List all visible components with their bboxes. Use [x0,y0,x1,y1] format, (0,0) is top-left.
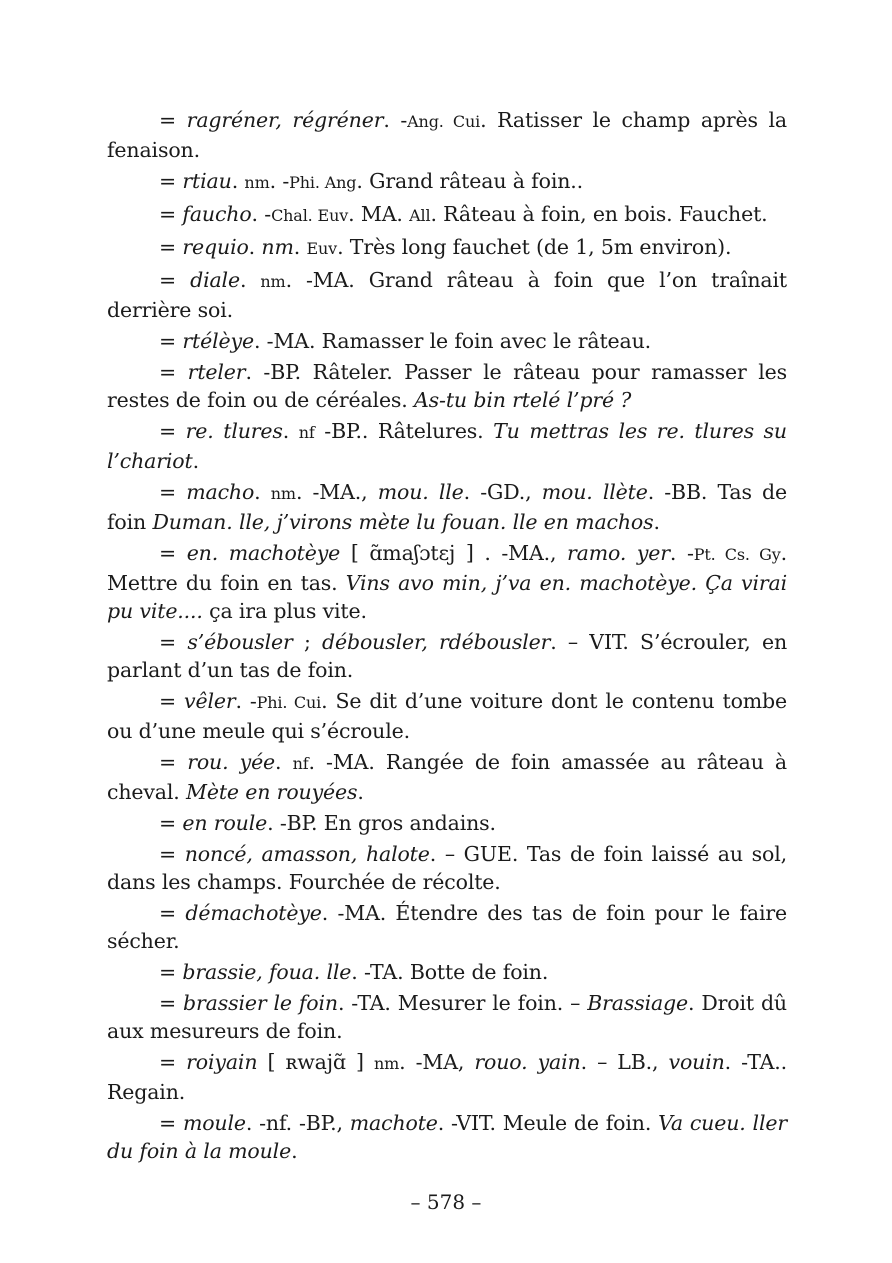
entry-italic-run: vêler [184,689,236,713]
entry-text-run: = [159,268,191,292]
entry-text-run: . Mettre du foin en tas. [107,541,787,595]
entry-italic-run: noncé, amasson, halote [184,842,430,866]
dictionary-entry [107,958,787,986]
entry-text-run: . - [669,541,694,565]
entry-italic-run: ramo. yer [567,541,670,565]
entry-text-run: = [159,235,183,259]
entry-italic-run: s’ébousler [187,630,293,654]
entry-italic-run: ragréner, régréner [186,108,384,132]
entry-text-run: = [159,202,183,226]
entry-text-run: = [159,842,185,866]
entry-text-run: . -GD., [463,480,542,504]
entry-text-run: . -MA., [295,480,378,504]
entry-abbrev-run: All [409,206,431,225]
entry-italic-run: Brassiage [587,991,688,1015]
entry-text-run: [ ʀwajɑ̃ ] [257,1050,374,1074]
entry-text-run: = [159,1111,183,1135]
dictionary-entry [107,200,787,230]
dictionary-entry [107,327,787,355]
dictionary-entry [107,628,787,684]
entry-text-run: = [159,901,186,925]
entry-abbrev-run: nm [270,484,296,503]
entry-abbrev-run: nf [292,754,309,773]
entry-italic-run: en roule [182,811,268,835]
entry-text-run: . Ratisser le champ après la fenaison. [107,108,787,162]
dictionary-entry [107,989,787,1045]
entry-text-run: -BP.. Râtelures. [314,419,494,443]
entry-italic-run: vouin [668,1050,725,1074]
entry-text-run: . -TA.. Regain. [107,1050,787,1104]
page-number: – 578 – [410,1190,482,1214]
entry-abbrev-run: Pt. Cs. Gy [693,545,781,564]
entry-text-run: = [159,360,188,384]
entry-italic-run: moule [182,1111,246,1135]
entry-text-run: . [282,419,299,443]
entry-italic-run: débousler, rdébousler [322,630,551,654]
entry-text-run: . - [251,202,272,226]
entry-text-run: . [293,235,307,259]
entry-text-run: = [159,991,184,1015]
entry-text-run: . [192,449,199,473]
entry-abbrev-run: Chal. Euv [271,206,349,225]
entry-text-run: = [159,811,183,835]
entry-italic-run: Va cueu. ller du foin à la moule [107,1111,787,1163]
entry-italic-run: roiyain [186,1050,258,1074]
entry-text-run: . [248,235,262,259]
entry-text-run: . -MA. Rangée de foin amassée au râteau à cheval. [107,750,787,804]
entry-italic-run: re. tlures [185,419,283,443]
entry-text-run: = [159,1050,187,1074]
dictionary-entry [107,478,787,536]
dictionary-entry [107,1109,787,1165]
entry-text-run: . Râteau à foin, en bois. Fauchet. [430,202,768,226]
entry-italic-run: rtélèye [182,329,254,353]
entry-text-run: = [159,480,187,504]
dictionary-page-body [107,106,787,1168]
entry-italic-run: faucho [182,202,252,226]
entry-text-run: . – LB., [580,1050,669,1074]
entry-italic-run: machote [349,1111,438,1135]
entry-text-run: . - [269,169,290,193]
entry-text-run: = [159,630,188,654]
entry-italic-run: Tu mettras les re. tlures su l’chariot [107,419,787,473]
entry-text-run: = [159,419,186,443]
entry-text-run: . [254,480,271,504]
entry-text-run: = [159,750,188,774]
entry-abbrev-run: Phi. Cui [256,693,322,712]
entry-text-run: = [159,108,187,132]
dictionary-entry [107,233,787,263]
dictionary-entry [107,840,787,896]
entry-italic-run: As-tu bin rtelé l’pré ? [414,388,632,412]
entry-text-run: . -TA. Botte de foin. [351,960,549,984]
entry-text-run: . - [383,108,408,132]
entry-text-run: . -MA. Étendre des tas de foin pour le faire sécher. [107,901,787,953]
dictionary-entry [107,748,787,806]
dictionary-entry [107,1048,787,1106]
entry-text-run: [ ɑ̃maʃɔtɛj ] . -MA., [340,541,567,565]
entry-text-run: . MA. [348,202,410,226]
entry-italic-run: mou. lle [377,480,464,504]
entry-text-run: ; [292,630,323,654]
entry-text-run: . [231,169,245,193]
entry-text-run: = [159,960,183,984]
entry-italic-run: rou. yée [187,750,276,774]
entry-text-run: . [357,780,364,804]
dictionary-entry [107,899,787,955]
entry-italic-run: démachotèye [185,901,322,925]
entry-text-run: . -BB. Tas de foin [107,480,787,534]
entry-text-run: = [159,689,185,713]
entry-italic-run: Duman. lle, j’virons mète lu fouan. lle en machos [152,510,654,534]
entry-abbrev-run: nm [260,272,286,291]
entry-italic-run: en. machotèye [186,541,341,565]
entry-italic-run: diale [190,268,240,292]
entry-italic-run: Vins avo min, j’va en. machotèye. Ça virai pu vite.... [107,571,787,623]
entry-text-run: . [291,1139,298,1163]
entry-italic-run: nm [261,235,294,259]
entry-text-run: . Grand râteau à foin.. [356,169,584,193]
entry-text-run: . Se dit d’une voiture dont le contenu tombe ou d’une meule qui s’écroule. [107,689,788,743]
entry-text-run: . -BP. Râteler. Passer le râteau pour ramasser les restes de foin ou de céréales. [107,360,787,412]
entry-abbrev-run: nm [244,173,270,192]
entry-text-run: . – GUE. Tas de foin laissé au sol, dans les champs. Fourchée de récolte. [107,842,787,894]
entry-text-run: . -VIT. Meule de foin. [437,1111,659,1135]
entry-text-run: = [159,541,187,565]
dictionary-entry [107,809,787,837]
entry-text-run: . [653,510,660,534]
entry-text-run: . -BP. En gros andains. [267,811,496,835]
dictionary-entry [107,106,787,164]
entry-italic-run: mou. llète [541,480,648,504]
entry-italic-run: requio [182,235,249,259]
entry-text-run: . -MA. Ramasser le foin avec le râteau. [253,329,652,353]
entry-abbrev-run: Ang. Cui [407,112,481,131]
entry-italic-run: macho [186,480,255,504]
entry-italic-run: Mète en rouyées [186,780,358,804]
entry-list [107,106,787,1165]
entry-abbrev-run: nm [373,1054,400,1073]
dictionary-entry [107,687,787,745]
entry-text-run: . Très long fauchet (de 1, 5m environ). [337,235,732,259]
entry-abbrev-run: nf [298,423,315,442]
dictionary-entry [107,417,787,475]
entry-abbrev-run: Phi. Ang [289,173,357,192]
entry-text-run: = [159,329,183,353]
dictionary-entry [107,167,787,197]
entry-text-run: . – VIT. S’écrouler, en parlant d’un tas de foin. [107,630,787,682]
entry-text-run: ça ira plus vite. [202,599,367,623]
entry-text-run: . Droit dû aux mesureurs de foin. [107,991,787,1043]
dictionary-entry [107,539,787,625]
entry-abbrev-run: Euv [306,239,338,258]
entry-text-run: . -TA. Mesurer le foin. – [337,991,588,1015]
entry-italic-run: rteler [187,360,246,384]
dictionary-entry [107,358,787,414]
entry-text-run: . [239,268,261,292]
entry-text-run: . -MA. Grand râteau à foin que l’on traînait derrière soi. [107,268,787,322]
entry-text-run: = [159,169,183,193]
entry-italic-run: rtiau [182,169,232,193]
entry-text-run: . [275,750,293,774]
entry-text-run: . - [235,689,257,713]
dictionary-entry [107,266,787,324]
entry-text-run: . -nf. -BP., [245,1111,350,1135]
entry-italic-run: brassie, foua. lle [182,960,352,984]
entry-text-run: . -MA, [399,1050,475,1074]
entry-italic-run: brassier le foin [183,991,338,1015]
entry-italic-run: rouo. yain [474,1050,581,1074]
